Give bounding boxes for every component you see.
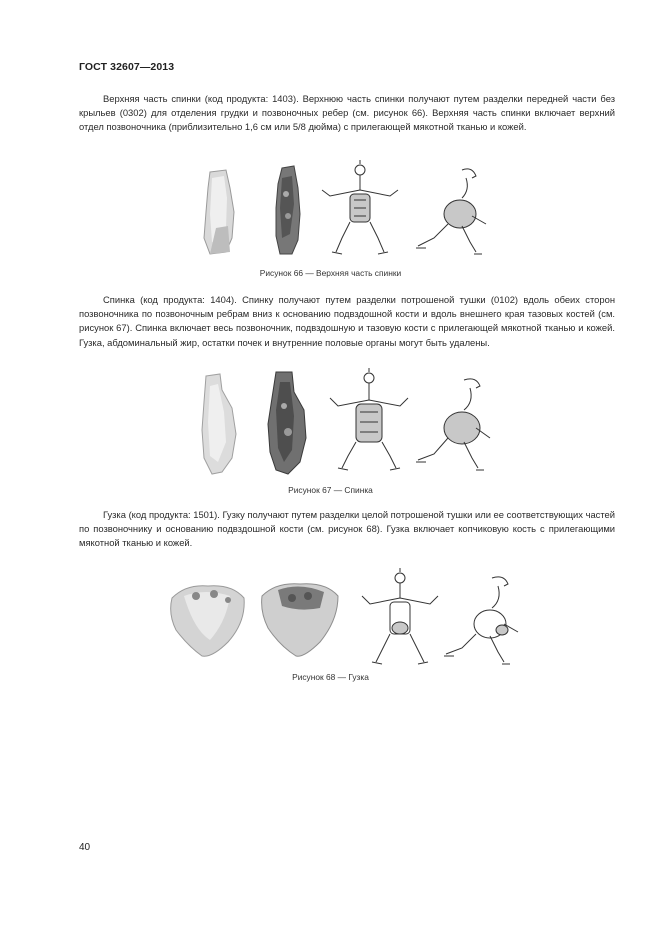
figure-66 bbox=[0, 160, 661, 260]
rump-photo-bone-side bbox=[258, 580, 342, 658]
figure-67 bbox=[0, 368, 661, 478]
figure-66-caption: Рисунок 66 — Верхняя часть спинки bbox=[259, 268, 402, 278]
skeleton-dorsal-diagram bbox=[324, 368, 414, 472]
figure-68-caption: Рисунок 68 — Гузка bbox=[292, 672, 369, 682]
upper-back-photo-skin-side bbox=[196, 168, 242, 260]
figure-67-caption: Рисунок 67 — Спинка bbox=[288, 485, 373, 495]
rump-photo-skin-side bbox=[166, 582, 248, 658]
figure-68 bbox=[0, 568, 661, 668]
skeleton-lateral-diagram bbox=[414, 164, 492, 256]
skeleton-dorsal-diagram bbox=[356, 568, 444, 668]
paragraph-rump: Гузка (код продукта: 1501). Гузку получают путем разделки целой потрошеной тушки или ее соответствующих частей по позвоночнику и основанию подвздошной кости (см. рисунок 68). Гузка включает копчиковую кость с прилегающими мякотной тканью и кожей. bbox=[79, 509, 615, 549]
skeleton-dorsal-diagram bbox=[316, 160, 404, 258]
paragraph-upper-back: Верхняя часть спинки (код продукта: 1403). Верхнюю часть спинки получают путем разделки передней части без крыльев (0302) для отделения грудки и позвоночных ребер (см. рисунок 66). Верхняя часть спинки включает верхний отдел позвоночника (приблизительно 1,6 см или 5/8 дюйма) с прилегающей мякотной тканью и кожей. bbox=[79, 93, 615, 133]
skeleton-lateral-diagram bbox=[442, 572, 522, 666]
document-header: ГОСТ 32607—2013 bbox=[79, 61, 175, 73]
back-photo-bone-side bbox=[262, 370, 312, 476]
back-photo-skin-side bbox=[196, 372, 242, 476]
skeleton-lateral-diagram bbox=[414, 374, 496, 472]
page-number: 40 bbox=[79, 842, 91, 853]
upper-back-photo-bone-side bbox=[268, 164, 306, 260]
paragraph-back: Спинка (код продукта: 1404). Спинку получают путем разделки потрошеной тушки (0102) вдоль обеих сторон позвоночника по позвоночным ребрам вниз к основанию подвздошной кости и вдоль внешнего края тазовых костей (см. рисунок 67). Спинка включает весь позвоночник, подвздошную и тазовую кости с прилегающей мякотной тканью и кожей. Гузка, абдоминальный жир, остатки почек и внутренние половые органы могут быть удалены. bbox=[79, 294, 615, 348]
